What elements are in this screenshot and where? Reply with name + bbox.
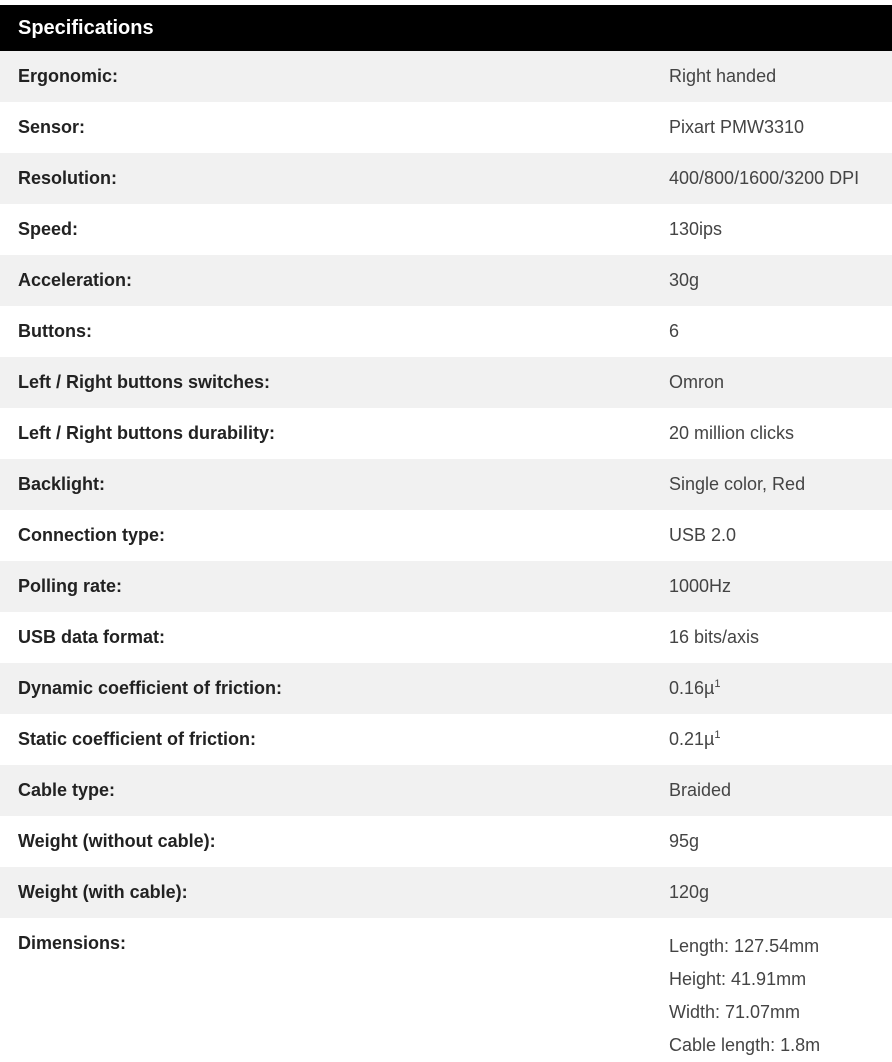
specifications-table (0, 5, 892, 1060)
spec-label: Dynamic coefficient of friction: (18, 678, 283, 698)
footnote-marker: 1 (714, 678, 721, 690)
spec-row-speed (0, 204, 892, 255)
dimension-cable-length: Cable length: 1.8m (669, 1035, 821, 1055)
spec-label: Dimensions: (18, 933, 127, 953)
spec-row-buttons (0, 306, 892, 357)
spec-row-cable-type (0, 765, 892, 816)
spec-value: 95g (669, 831, 700, 851)
spec-row-ergonomic (0, 51, 892, 102)
spec-row-resolution (0, 153, 892, 204)
spec-label: USB data format: (18, 627, 166, 647)
spec-label: Ergonomic: (18, 66, 119, 86)
spec-value: Braided (669, 780, 732, 800)
spec-label: Buttons: (18, 321, 92, 341)
spec-label: Backlight: (18, 474, 106, 494)
spec-label: Resolution: (18, 168, 117, 188)
dimension-height: Height: 41.91mm (669, 969, 807, 989)
footnote-marker: 1 (714, 729, 721, 741)
spec-row-dimensions (0, 918, 892, 1060)
spec-label: Left / Right buttons durability: (18, 423, 275, 443)
dimension-length: Length: 127.54mm (669, 936, 820, 956)
spec-value (669, 714, 721, 765)
spec-label: Acceleration: (18, 270, 133, 290)
spec-row-sensor (0, 102, 892, 153)
spec-value: Pixart PMW3310 (669, 117, 805, 137)
spec-value-text: 0.16µ (669, 678, 715, 698)
spec-value: 130ips (669, 219, 723, 239)
spec-row-connection-type (0, 510, 892, 561)
spec-label: Connection type: (18, 525, 165, 545)
spec-value: 400/800/1600/3200 DPI (669, 168, 860, 188)
specifications-header: Specifications (0, 5, 892, 51)
spec-label: Weight (without cable): (18, 831, 216, 851)
spec-label: Sensor: (18, 117, 86, 137)
spec-value: 30g (669, 270, 700, 290)
spec-value: 120g (669, 882, 710, 902)
spec-value: Single color, Red (669, 474, 806, 494)
dimensions-values (669, 930, 820, 1062)
spec-row-button-switches (0, 357, 892, 408)
spec-row-static-friction (0, 714, 892, 765)
spec-row-weight-without-cable (0, 816, 892, 867)
spec-row-weight-with-cable (0, 867, 892, 918)
spec-value: Omron (669, 372, 725, 392)
spec-label: Speed: (18, 219, 79, 239)
spec-label: Left / Right buttons switches: (18, 372, 270, 392)
spec-row-button-durability (0, 408, 892, 459)
spec-row-backlight (0, 459, 892, 510)
spec-value: USB 2.0 (669, 525, 737, 545)
spec-row-polling-rate (0, 561, 892, 612)
spec-label: Polling rate: (18, 576, 123, 596)
spec-value: Right handed (669, 66, 777, 86)
spec-value: 16 bits/axis (669, 627, 760, 647)
spec-row-usb-data-format (0, 612, 892, 663)
spec-value: 20 million clicks (669, 423, 795, 443)
dimension-width: Width: 71.07mm (669, 1002, 801, 1022)
spec-row-dynamic-friction (0, 663, 892, 714)
spec-label: Static coefficient of friction: (18, 729, 257, 749)
spec-label: Cable type: (18, 780, 116, 800)
spec-value: 6 (669, 321, 680, 341)
spec-row-acceleration (0, 255, 892, 306)
spec-value-text: 0.21µ (669, 729, 715, 749)
spec-value: 1000Hz (669, 576, 732, 596)
spec-value (669, 663, 721, 714)
spec-label: Weight (with cable): (18, 882, 188, 902)
